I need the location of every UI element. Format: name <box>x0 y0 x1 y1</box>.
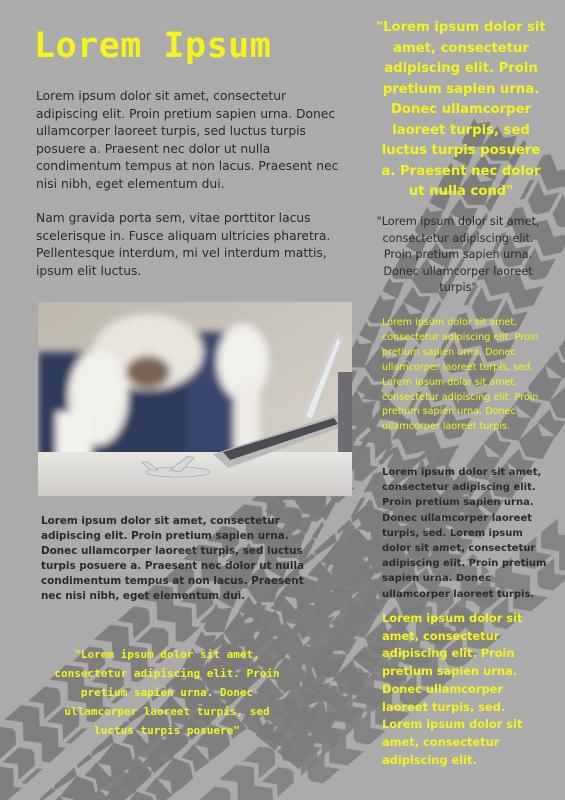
pull-quote-mono: "Lorem ipsum dolor sit amet, consectetur adipiscing elit. Proin pretium sapien urna. Donec ullamcorper laoreet turpis, sed luctus turpis posuere" <box>54 648 280 737</box>
intro-paragraph: Lorem ipsum dolor sit amet, consectetur adipiscing elit. Proin pretium sapien urna. Donec ullamcorper laoreet turpis, sed luctus turpis posuere a. Praesent nec dolor ut nulla condimentum tempus at non lacus. Praesent nec nisi nibh, eget elementum dui. <box>36 89 339 191</box>
sidebar-text-yellow-bold: Lorem ipsum dolor sit amet, consectetur adipiscing elit. Proin pretium sapien urna. Donec ullamcorper laoreet turpis, sed. Lorem ipsum dolor sit amet, consectetur adipiscing elit. <box>382 611 523 767</box>
sidebar-text-yellow: Lorem ipsum dolor sit amet, consectetur adipiscing elit. Proin pretium sapien urna. Donec ullamcorper laoreet turpis, sed. Lorem ipsum dolor sit amet, consectetur adipiscing elit. Proin pretium sapien urna. Donec ullamcorper laoreet turpis. <box>382 317 539 433</box>
second-paragraph: Nam gravida porta sem, vitae porttitor lacus scelerisque in. Fusce aliquam ultricies pharetra. Pellentesque interdum, mi vel interdum mattis, ipsum elit luctus. <box>36 211 331 278</box>
photo-caption: Lorem ipsum dolor sit amet, consectetur adipiscing elit. Proin pretium sapien urna. Donec ullamcorper laoreet turpis, sed luctus turpis posuere a. Praesent nec dolor ut nulla condimentum tempus at non lacus. Praesent nec nisi nibh, eget elementum dui. <box>41 515 305 602</box>
pull-quote-large: "Lorem ipsum dolor sit amet, consectetur adipiscing elit. Proin pretium sapien urna. Donec ullamcorper laoreet turpis, sed luctus turpis posuere a. Praesent nec dolor ut nulla cond" <box>376 20 546 199</box>
laptop-photo <box>38 302 352 496</box>
page-title: Lorem Ipsum <box>34 26 272 66</box>
sidebar-text-dark: Lorem ipsum dolor sit amet, consectetur adipiscing elit. Proin pretium sapien urna. Donec ullamcorper laoreet turpis, sed. Lorem ipsum dolor sit amet, consectetur adipiscing elit. Proin pretium sapien urna. Donec ullamcorper laoreet turpis. <box>382 467 547 600</box>
pull-quote-small: "Lorem ipsum dolor sit amet, consectetur adipiscing elit. Proin pretium sapien urna. Donec ullamcorper laoreet turpis" <box>376 215 540 294</box>
